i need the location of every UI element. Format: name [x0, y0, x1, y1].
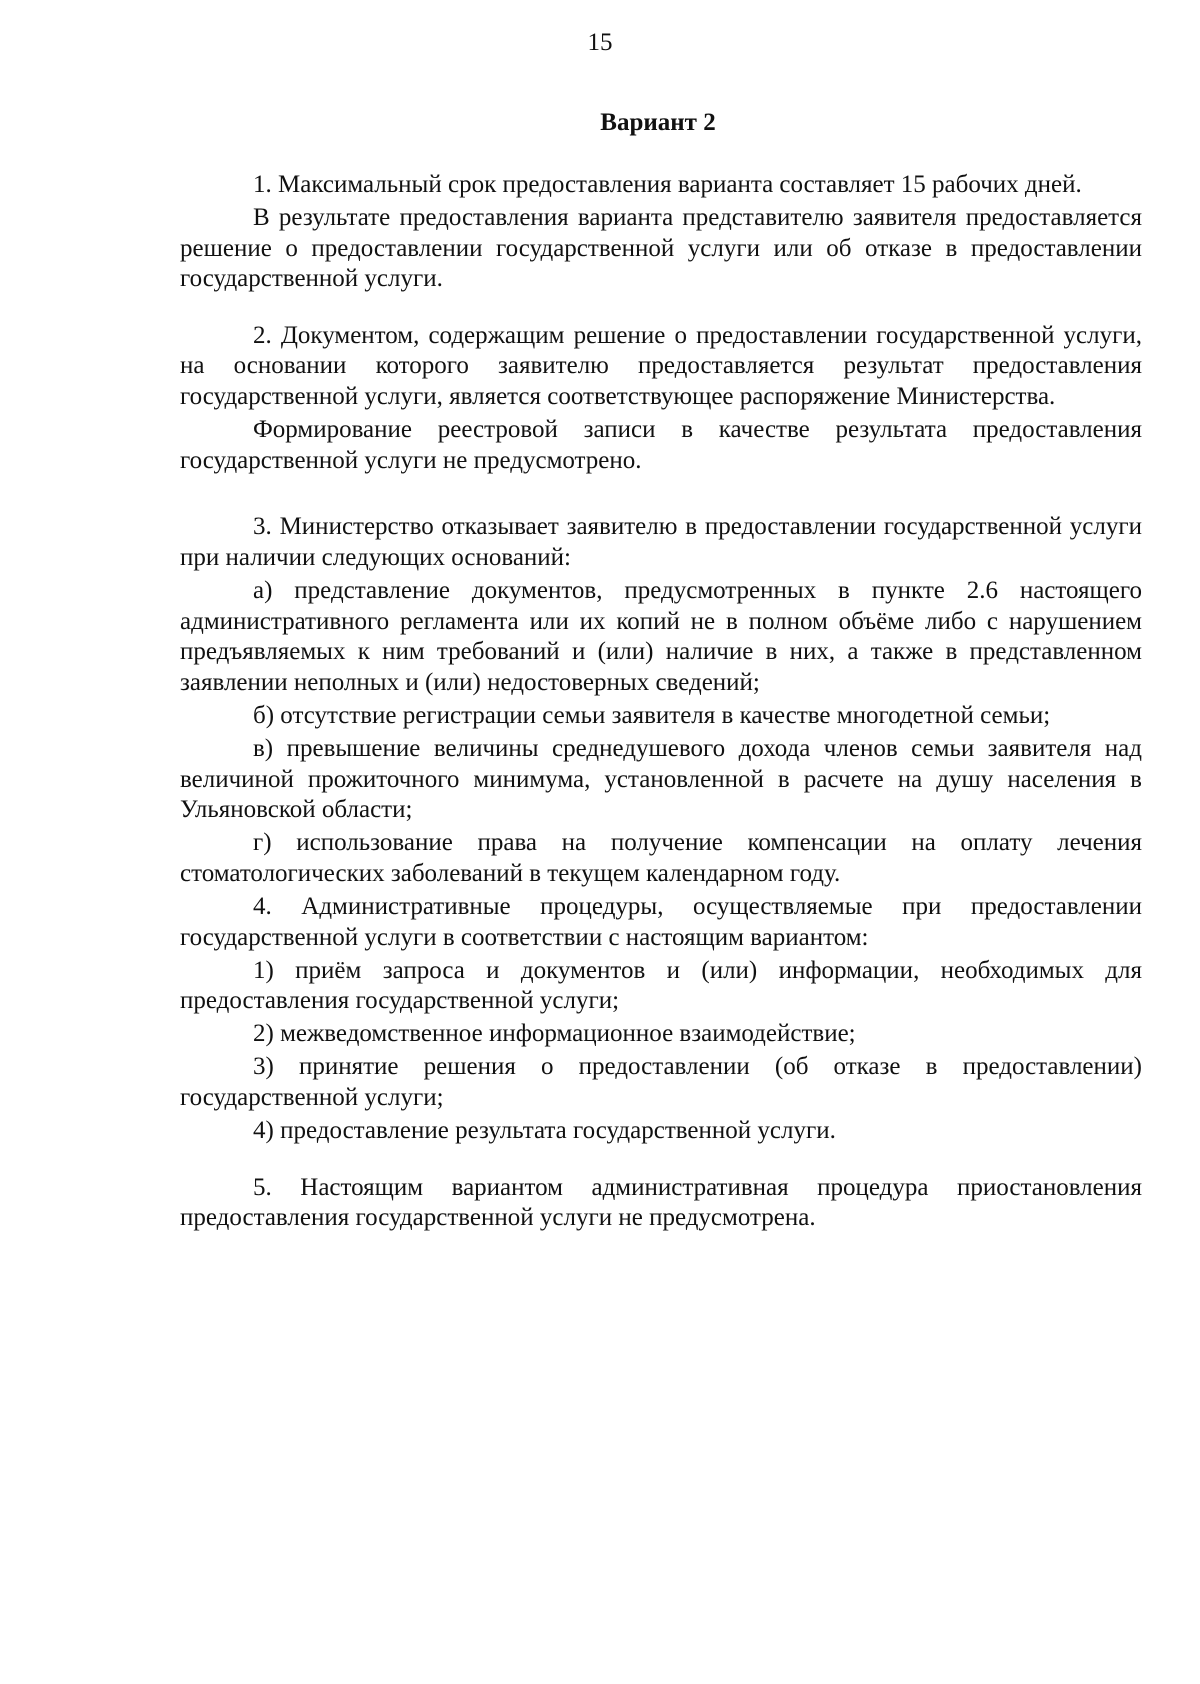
paragraph-ground-v: в) превышение величины среднедушевого дохода членов семьи заявителя над величиной прожиточного минимума, установленной в расчете на душу населения в Ульяновской области;: [180, 735, 1142, 824]
paragraph-item-3: 3. Министерство отказывает заявителю в предоставлении государственной услуги при наличии следующих оснований:: [180, 513, 1142, 571]
page-number: 15: [587, 29, 613, 56]
paragraph-result: В результате предоставления варианта представителю заявителя предоставляется решение о предоставлении государственной услуги или об отказе в предоставлении государственной услуги.: [180, 204, 1142, 293]
paragraph-procedure-2: 2) межведомственное информационное взаимодействие;: [253, 1020, 856, 1048]
paragraph-ground-g: г) использование права на получение компенсации на оплату лечения стоматологических заболеваний в текущем календарном году.: [180, 829, 1142, 887]
paragraph-procedure-1: 1) приём запроса и документов и (или) информации, необходимых для предоставления государственной услуги;: [180, 956, 1142, 1015]
paragraph-item-5: 5. Настоящим вариантом административная процедура приостановления предоставления государственной услуги не предусмотрена.: [180, 1173, 1142, 1232]
paragraph-procedure-3: 3) принятие решения о предоставлении (об отказе в предоставлении) государственной услуги;: [180, 1053, 1142, 1112]
document-body: [180, 170, 1142, 1236]
paragraph-ground-b: б) отсутствие регистрации семьи заявителя в качестве многодетной семьи;: [253, 701, 1051, 729]
paragraph-ground-a: а) представление документов, предусмотренных в пункте 2.6 настоящего административного регламента или их копий не в полном объёме либо с нарушением предъявляемых к ним требований и (или) наличие в них, а также в представленном заявлении неполных и (или) недостоверных сведений;: [180, 577, 1142, 696]
paragraph-item-4: 4. Административные процедуры, осуществляемые при предоставлении государственной услуги в соответствии с настоящим вариантом:: [180, 892, 1142, 951]
paragraph-item-1: 1. Максимальный срок предоставления варианта составляет 15 рабочих дней.: [253, 171, 1082, 198]
section-heading: Вариант 2: [600, 109, 716, 136]
paragraph-registry-record: Формирование реестровой записи в качестве результата предоставления государственной услуги не предусмотрено.: [180, 416, 1142, 474]
paragraph-procedure-4: 4) предоставление результата государственной услуги.: [253, 1117, 836, 1145]
paragraph-item-2: 2. Документом, содержащим решение о предоставлении государственной услуги, на основании которого заявителю предоставляется результат предоставления государственной услуги, является соответствующее распоряжение Министерства.: [180, 321, 1142, 411]
